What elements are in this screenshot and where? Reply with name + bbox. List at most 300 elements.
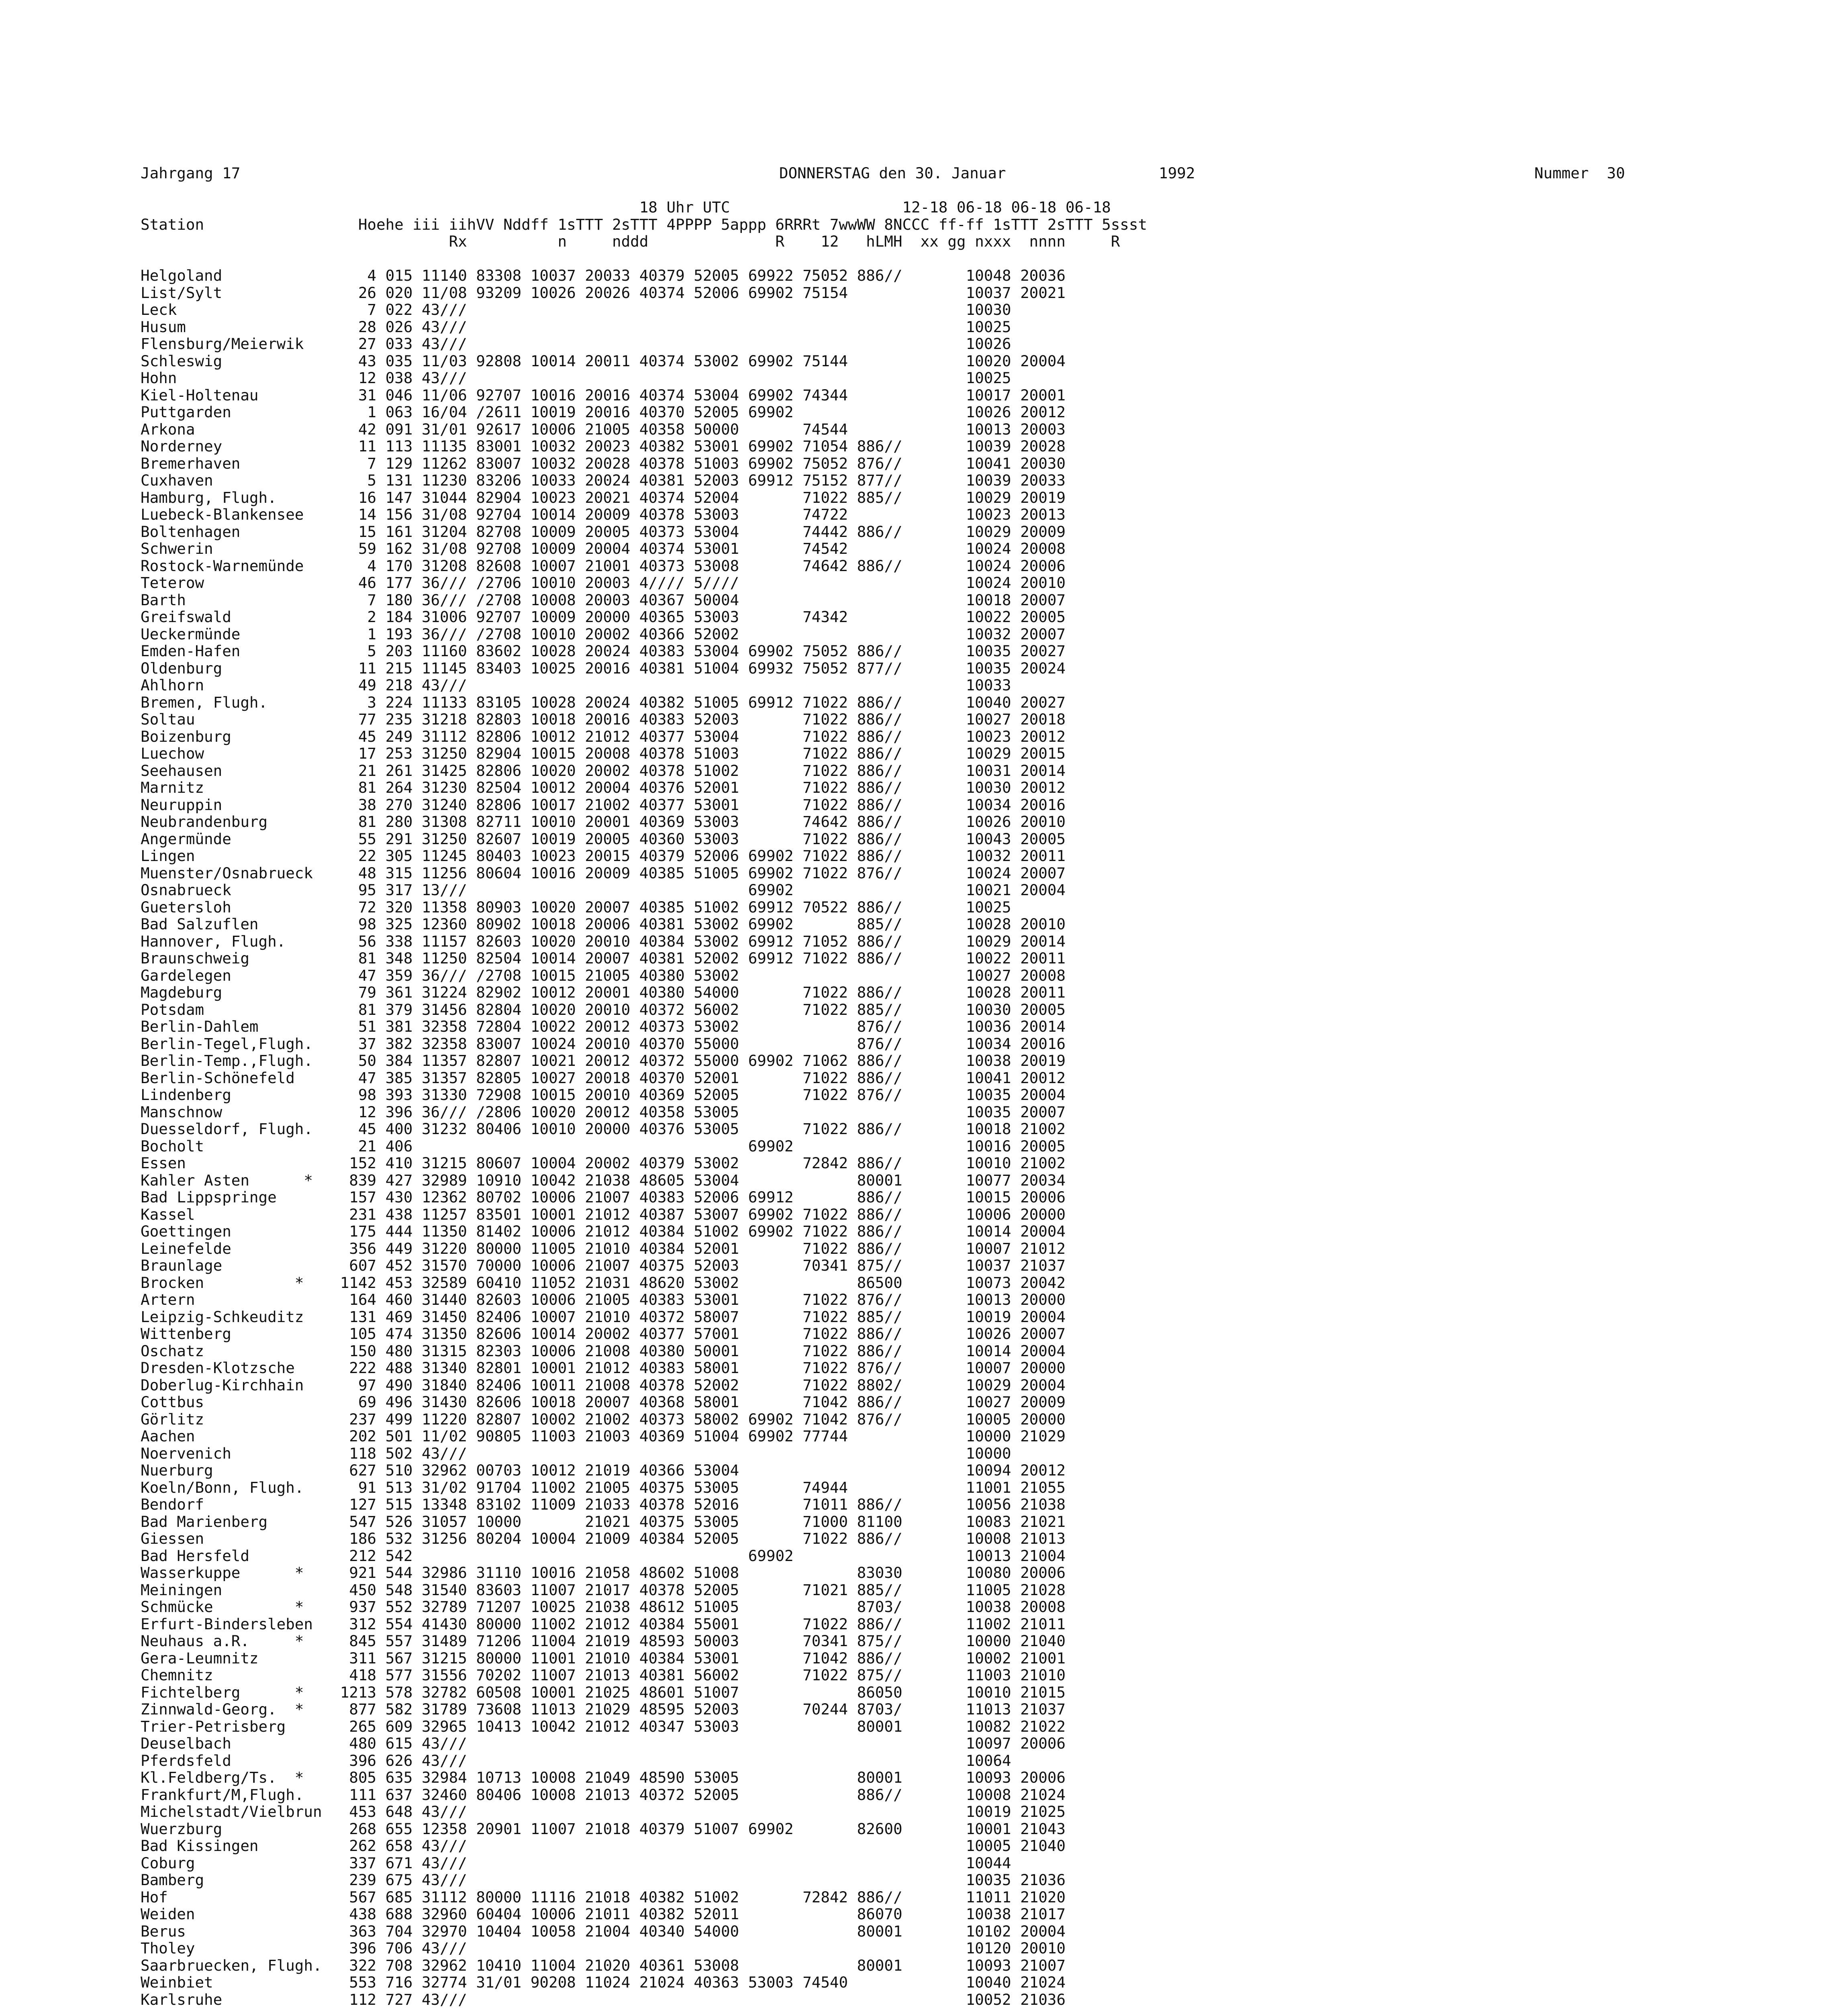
cell-1sttt-b: 10006: [966, 1205, 1021, 1223]
cell-8nccc: [857, 1973, 911, 1991]
cell-8nccc: 886//: [857, 1888, 912, 1906]
cell-5ssst: [1075, 1069, 1084, 1087]
cell-1sttt: 10014: [530, 352, 585, 370]
cell-2sttt-b: 20006: [1020, 557, 1075, 575]
cell-2sttt-b: 21001: [1020, 1649, 1075, 1667]
table-row: [141, 1718, 1084, 1735]
cell-1sttt: 10012: [530, 984, 585, 1001]
cell-iihvv: 11160: [421, 642, 476, 660]
cell-2sttt: 20002: [585, 1154, 639, 1172]
cell-6rrrt: [748, 1803, 803, 1820]
cell-7wwww: [803, 1103, 857, 1121]
cell-station: Meiningen: [141, 1581, 322, 1599]
cell-iii: 177: [385, 574, 422, 592]
cell-1sttt: 10019: [530, 403, 585, 421]
cell-ff-ff: [911, 915, 966, 933]
cell-iihvv: 12362: [421, 1188, 476, 1206]
cell-1sttt: [531, 1752, 585, 1769]
cell-6rrrt: 69902: [748, 642, 803, 660]
cell-4pppp: 4////: [639, 574, 694, 592]
cell-1sttt: 10020: [530, 932, 585, 950]
cell-nddff: [476, 676, 530, 694]
cell-2sttt: 20002: [585, 761, 639, 780]
table-row: [141, 1104, 1084, 1121]
cell-hoehe: 12: [322, 369, 386, 387]
cell-1sttt: 10027: [530, 1069, 585, 1087]
cell-8nccc: 886//: [857, 796, 912, 814]
cell-1sttt: 10006: [530, 1291, 585, 1308]
cell-ff-ff: [911, 1188, 966, 1206]
cell-ff-ff: [911, 1035, 966, 1053]
cell-hoehe: 28: [322, 318, 386, 336]
cell-iii: 113: [385, 437, 422, 455]
cell-station: Koeln/Bonn, Flugh.: [141, 1478, 322, 1496]
cell-2sttt: 20026: [585, 284, 639, 302]
cell-hoehe: 79: [322, 984, 386, 1001]
cell-5appp: 52006: [694, 284, 748, 302]
cell-nddff: 10910: [476, 1171, 531, 1189]
cell-iii: 727: [385, 1990, 422, 2008]
cell-1sttt: [531, 1547, 585, 1565]
cell-7wwww: [803, 591, 857, 609]
cell-1sttt-b: 10093: [966, 1956, 1021, 1974]
cell-ff-ff: [911, 1137, 966, 1155]
cell-hoehe: 111: [322, 1786, 386, 1804]
cell-1sttt: 10010: [530, 574, 585, 592]
cell-5ssst: [1075, 864, 1084, 882]
cell-iii: 499: [385, 1410, 422, 1428]
cell-8nccc: [857, 676, 911, 694]
cell-6rrrt: [748, 1496, 803, 1513]
table-row: [141, 950, 1084, 967]
cell-iii: 449: [385, 1239, 422, 1257]
cell-1sttt-b: 11011: [966, 1888, 1021, 1906]
cell-iihvv: 31006: [421, 608, 476, 626]
cell-5appp: [694, 1445, 748, 1462]
cell-1sttt-b: 10102: [966, 1922, 1021, 1940]
cell-nddff: 82711: [476, 813, 531, 831]
cell-ff-ff: [911, 1308, 966, 1326]
cell-2sttt: 21018: [585, 1820, 639, 1838]
cell-hoehe: 59: [322, 540, 386, 557]
cell-iihvv: 36///: [421, 625, 476, 643]
cell-iii: 452: [385, 1257, 422, 1274]
cell-nddff: 83308: [476, 267, 531, 284]
cell-station: Barth: [141, 591, 322, 609]
cell-6rrrt: [748, 1257, 803, 1274]
cell-4pppp: 40378: [639, 745, 694, 762]
cell-hoehe: 237: [322, 1410, 386, 1428]
cell-iihvv: 43///: [421, 1990, 476, 2008]
cell-iihvv: 31044: [421, 488, 476, 506]
cell-hoehe: 627: [322, 1461, 386, 1479]
cell-7wwww: [803, 403, 857, 421]
table-row: [141, 762, 1084, 780]
cell-5appp: 52003: [694, 471, 748, 489]
cell-7wwww: 71022: [803, 1291, 857, 1308]
cell-1sttt-b: 10020: [966, 352, 1021, 370]
cell-ff-ff: [911, 967, 966, 984]
cell-hoehe: 363: [322, 1922, 386, 1940]
cell-station: Oschatz: [141, 1342, 322, 1360]
cell-nddff: 92617: [476, 420, 531, 438]
table-row: [141, 779, 1084, 796]
cell-8nccc: 80001: [857, 1769, 912, 1786]
cell-1sttt: [531, 335, 585, 353]
cell-5ssst: [1075, 506, 1084, 523]
cell-nddff: 92707: [476, 608, 531, 626]
cell-2sttt-b: 20012: [1020, 1461, 1075, 1479]
cell-1sttt: 10018: [530, 1393, 585, 1411]
table-row: [141, 847, 1084, 865]
cell-4pppp: 40383: [639, 710, 694, 728]
cell-iii: 716: [385, 1973, 422, 1991]
cell-1sttt-b: 10019: [966, 1308, 1021, 1326]
cell-iihvv: 31450: [421, 1308, 476, 1326]
cell-8nccc: 885//: [857, 915, 912, 933]
cell-1sttt-b: 10007: [966, 1359, 1021, 1377]
cell-station: Bremerhaven: [141, 454, 322, 472]
cell-iii: 035: [385, 352, 422, 370]
cell-5ssst: [1075, 1274, 1084, 1292]
cell-nddff: [476, 1735, 530, 1752]
cell-5ssst: [1075, 557, 1084, 575]
cell-5ssst: [1075, 676, 1084, 694]
cell-8nccc: 86500: [857, 1273, 912, 1292]
cell-nddff: 72804: [476, 1018, 531, 1035]
cell-ff-ff: [911, 1496, 966, 1513]
cell-nddff: 82406: [476, 1308, 531, 1326]
cell-2sttt: 20021: [585, 488, 639, 506]
cell-hoehe: 81: [322, 779, 386, 796]
cell-2sttt: [585, 335, 639, 353]
cell-8nccc: 86070: [857, 1905, 912, 1923]
cell-6rrrt: 53003: [748, 1973, 803, 1991]
cell-nddff: [476, 1837, 530, 1855]
cell-7wwww: 71054: [803, 437, 857, 455]
cell-2sttt-b: 20008: [1020, 540, 1075, 557]
cell-5ssst: [1075, 1496, 1084, 1513]
cell-nddff: 82606: [476, 1325, 531, 1343]
cell-ff-ff: [911, 1001, 966, 1018]
cell-nddff: 82803: [476, 710, 531, 728]
cell-2sttt-b: 20021: [1020, 284, 1075, 302]
cell-nddff: 82607: [476, 830, 531, 848]
cell-1sttt-b: 10027: [966, 1393, 1021, 1411]
cell-4pppp: 40377: [639, 796, 694, 814]
cell-ff-ff: [911, 881, 966, 899]
cell-nddff: [476, 1752, 530, 1769]
cell-iihvv: [422, 1547, 476, 1565]
cell-1sttt: 10018: [530, 710, 585, 728]
cell-6rrrt: [748, 1735, 803, 1752]
cell-8nccc: 886//: [857, 1239, 912, 1257]
cell-1sttt-b: 10019: [966, 1803, 1021, 1820]
cell-ff-ff: [911, 1274, 966, 1292]
cell-1sttt: 11004: [530, 1956, 585, 1974]
cell-7wwww: [803, 1922, 857, 1940]
cell-1sttt: 10033: [530, 471, 585, 489]
cell-5appp: [694, 301, 748, 318]
cell-nddff: 31/01: [476, 1973, 531, 1991]
cell-2sttt: 21013: [585, 1666, 639, 1684]
cell-4pppp: 40372: [639, 1308, 694, 1326]
cell-station: Ahlhorn: [141, 676, 322, 694]
cell-1sttt: 11001: [530, 1649, 585, 1667]
cell-5appp: 52001: [694, 779, 748, 796]
table-row: [141, 1871, 1084, 1889]
cell-1sttt-b: 10029: [966, 932, 1021, 950]
cell-iihvv: 43///: [421, 1871, 476, 1889]
table-row: [141, 1684, 1084, 1701]
cell-8nccc: 885//: [857, 1308, 912, 1326]
cell-7wwww: [803, 1445, 857, 1462]
cell-4pppp: 40374: [639, 284, 694, 302]
cell-nddff: 72908: [476, 1086, 531, 1104]
cell-1sttt: 11005: [530, 1239, 585, 1257]
cell-nddff: 10713: [476, 1769, 531, 1786]
cell-station: Weiden: [141, 1905, 322, 1923]
cell-ff-ff: [911, 1598, 966, 1616]
cell-station: Osnabrueck: [141, 881, 322, 899]
cell-iii: 270: [385, 796, 422, 814]
cell-station: Leinefelde: [141, 1239, 322, 1257]
cell-2sttt: 21005: [585, 1291, 639, 1308]
cell-1sttt-b: 10008: [966, 1530, 1021, 1547]
table-row: [141, 1155, 1084, 1172]
cell-1sttt: [531, 881, 585, 899]
cell-iii: 026: [385, 318, 422, 336]
table-row: [141, 916, 1084, 933]
cell-iii: 385: [385, 1069, 422, 1087]
cell-4pppp: [639, 1854, 694, 1872]
cell-8nccc: 886//: [857, 1615, 912, 1633]
table-row: [141, 1496, 1084, 1513]
cell-iii: 578: [385, 1683, 422, 1701]
cell-8nccc: 886//: [857, 1120, 912, 1138]
cell-5appp: 53005: [694, 1120, 748, 1138]
cell-2sttt: 20007: [585, 1393, 639, 1411]
cell-iihvv: 43///: [421, 1751, 476, 1769]
cell-4pppp: [639, 1991, 694, 2008]
cell-2sttt-b: 20036: [1020, 267, 1075, 284]
cell-nddff: 00703: [476, 1461, 531, 1479]
cell-2sttt-b: 20007: [1020, 591, 1075, 609]
cell-8nccc: [857, 574, 911, 592]
cell-5appp: 52006: [694, 1188, 748, 1206]
cell-1sttt-b: 10033: [966, 676, 1021, 694]
cell-2sttt: 21025: [585, 1683, 639, 1701]
cell-1sttt: 11004: [530, 1632, 585, 1650]
cell-iii: 224: [385, 693, 422, 711]
cell-4pppp: [639, 1939, 694, 1957]
cell-1sttt-b: 10029: [966, 522, 1021, 541]
cell-1sttt: [531, 1991, 585, 2008]
cell-4pppp: 40367: [639, 591, 694, 609]
cell-iihvv: 43///: [421, 369, 476, 387]
cell-nddff: /2708: [476, 966, 531, 984]
cell-8nccc: 8703/: [857, 1598, 912, 1616]
cell-4pppp: 40372: [639, 1000, 694, 1018]
cell-1sttt-b: 10030: [966, 1000, 1021, 1018]
cell-1sttt: 10012: [530, 779, 585, 796]
cell-6rrrt: [748, 1393, 803, 1411]
cell-5appp: 54000: [694, 1922, 748, 1940]
cell-2sttt: 21005: [585, 966, 639, 984]
cell-7wwww: 71022: [803, 779, 857, 796]
cell-4pppp: 40369: [639, 1086, 694, 1104]
cell-2sttt-b: 21015: [1020, 1683, 1075, 1701]
cell-iii: 438: [385, 1205, 422, 1223]
cell-iii: 708: [385, 1956, 422, 1974]
cell-hoehe: 112: [322, 1990, 386, 2008]
cell-1sttt-b: 11002: [966, 1615, 1021, 1633]
cell-7wwww: 71022: [803, 1666, 857, 1684]
cell-nddff: [476, 1991, 530, 2008]
cell-2sttt-b: 20010: [1020, 574, 1075, 592]
cell-1sttt: [531, 676, 585, 694]
cell-station: Schleswig: [141, 352, 322, 370]
cell-1sttt-b: 10048: [966, 267, 1021, 284]
cell-2sttt-b: 21017: [1020, 1905, 1075, 1923]
cell-ff-ff: [911, 1786, 966, 1804]
cell-4pppp: 40381: [639, 915, 694, 933]
cell-hoehe: 81: [322, 949, 386, 967]
cell-1sttt-b: 10093: [966, 1769, 1021, 1786]
cell-station: Fichtelberg *: [141, 1683, 322, 1701]
cell-5ssst: [1075, 1103, 1084, 1121]
cell-1sttt: 10015: [530, 745, 585, 762]
cell-ff-ff: [911, 1052, 966, 1069]
cell-ff-ff: [911, 301, 966, 318]
cell-iihvv: 31204: [421, 522, 476, 541]
table-row: [141, 574, 1084, 592]
cell-station: Arkona: [141, 420, 322, 438]
cell-6rrrt: 69912: [748, 949, 803, 967]
cell-4pppp: 40381: [639, 471, 694, 489]
table-row: [141, 1274, 1084, 1292]
cell-6rrrt: [748, 1325, 803, 1343]
cell-5ssst: [1075, 1206, 1084, 1223]
cell-station: Doberlug-Kirchhain: [141, 1376, 322, 1394]
cell-1sttt: 11116: [530, 1888, 585, 1906]
cell-2sttt-b: [1020, 369, 1074, 387]
cell-2sttt-b: 20005: [1020, 608, 1075, 626]
cell-station: Kl.Feldberg/Ts. *: [141, 1769, 322, 1786]
cell-5ssst: [1075, 1649, 1084, 1667]
cell-iii: 427: [385, 1171, 422, 1189]
cell-7wwww: 70244: [803, 1700, 857, 1718]
cell-2sttt-b: 21024: [1020, 1973, 1075, 1991]
cell-5appp: 53004: [694, 1461, 748, 1479]
cell-8nccc: 876//: [857, 1291, 912, 1308]
cell-7wwww: 75052: [803, 642, 857, 660]
cell-5ssst: [1075, 1581, 1084, 1599]
cell-6rrrt: 69912: [748, 693, 803, 711]
cell-5appp: 52002: [694, 1376, 748, 1394]
cell-hoehe: 49: [322, 676, 386, 694]
cell-8nccc: 886//: [857, 693, 912, 711]
cell-ff-ff: [911, 506, 966, 523]
cell-iihvv: 31540: [421, 1581, 476, 1599]
cell-nddff: 83206: [476, 471, 531, 489]
cell-2sttt: 21010: [585, 1308, 639, 1326]
cell-hoehe: 268: [322, 1820, 386, 1838]
cell-hoehe: 118: [322, 1444, 386, 1462]
cell-2sttt: 21049: [585, 1769, 639, 1786]
cell-5appp: 52001: [694, 1069, 748, 1087]
cell-2sttt-b: 20005: [1020, 1137, 1075, 1155]
cell-6rrrt: 69922: [748, 267, 803, 284]
cell-nddff: [476, 1137, 530, 1155]
cell-station: Bad Salzuflen: [141, 915, 322, 933]
cell-5ssst: [1075, 779, 1084, 796]
cell-5ssst: [1075, 813, 1084, 831]
cell-8nccc: 886//: [857, 267, 912, 284]
cell-iihvv: 31570: [421, 1257, 476, 1274]
cell-1sttt-b: 10037: [966, 1257, 1021, 1274]
cell-6rrrt: [748, 1939, 803, 1957]
cell-2sttt: [585, 301, 639, 318]
cell-1sttt: 10022: [530, 1018, 585, 1035]
cell-2sttt-b: 20000: [1020, 1291, 1075, 1308]
cell-station: Nuerburg: [141, 1461, 322, 1479]
cell-iii: 384: [385, 1052, 422, 1069]
cell-iihvv: 31230: [421, 779, 476, 796]
cell-1sttt-b: 10036: [966, 1018, 1021, 1035]
cell-nddff: 80000: [476, 1888, 531, 1906]
cell-station: Angermünde: [141, 830, 322, 848]
cell-4pppp: 48590: [639, 1769, 694, 1786]
cell-hoehe: 418: [322, 1666, 386, 1684]
cell-6rrrt: 69912: [748, 1188, 803, 1206]
cell-hoehe: 3: [322, 693, 386, 711]
cell-5appp: 53005: [694, 1103, 748, 1121]
cell-8nccc: 886//: [857, 1530, 912, 1547]
cell-2sttt: 21012: [585, 1615, 639, 1633]
cell-2sttt: [585, 1803, 639, 1820]
cell-station: Puttgarden: [141, 403, 322, 421]
cell-2sttt-b: 20014: [1020, 1018, 1075, 1035]
cell-1sttt-b: 10023: [966, 727, 1021, 745]
cell-5appp: 50001: [694, 1342, 748, 1360]
cell-nddff: 91704: [476, 1478, 531, 1496]
cell-1sttt: 10019: [530, 830, 585, 848]
table-row: [141, 267, 1084, 284]
cell-station: Frankfurt/M,Flugh.: [141, 1786, 322, 1804]
cell-4pppp: 40375: [639, 1257, 694, 1274]
cell-2sttt-b: 20004: [1020, 352, 1075, 370]
cell-1sttt: [531, 1939, 585, 1957]
cell-8nccc: [857, 591, 911, 609]
cell-8nccc: 875//: [857, 1666, 912, 1684]
cell-8nccc: 83030: [857, 1564, 912, 1582]
cell-station: Duesseldorf, Flugh.: [141, 1120, 322, 1138]
table-row: [141, 523, 1084, 541]
cell-7wwww: 74544: [803, 420, 857, 438]
cell-2sttt-b: 20015: [1020, 745, 1075, 762]
table-row: [141, 472, 1084, 489]
cell-2sttt: 21003: [585, 1427, 639, 1445]
cell-5appp: 52016: [694, 1496, 748, 1513]
table-row: [141, 1820, 1084, 1838]
cell-ff-ff: [911, 455, 966, 472]
cell-iii: 253: [385, 745, 422, 762]
cell-iii: 474: [385, 1325, 422, 1343]
cell-station: Flensburg/Meierwik: [141, 335, 322, 353]
cell-iihvv: 31440: [421, 1291, 476, 1308]
cell-hoehe: 322: [322, 1956, 386, 1974]
